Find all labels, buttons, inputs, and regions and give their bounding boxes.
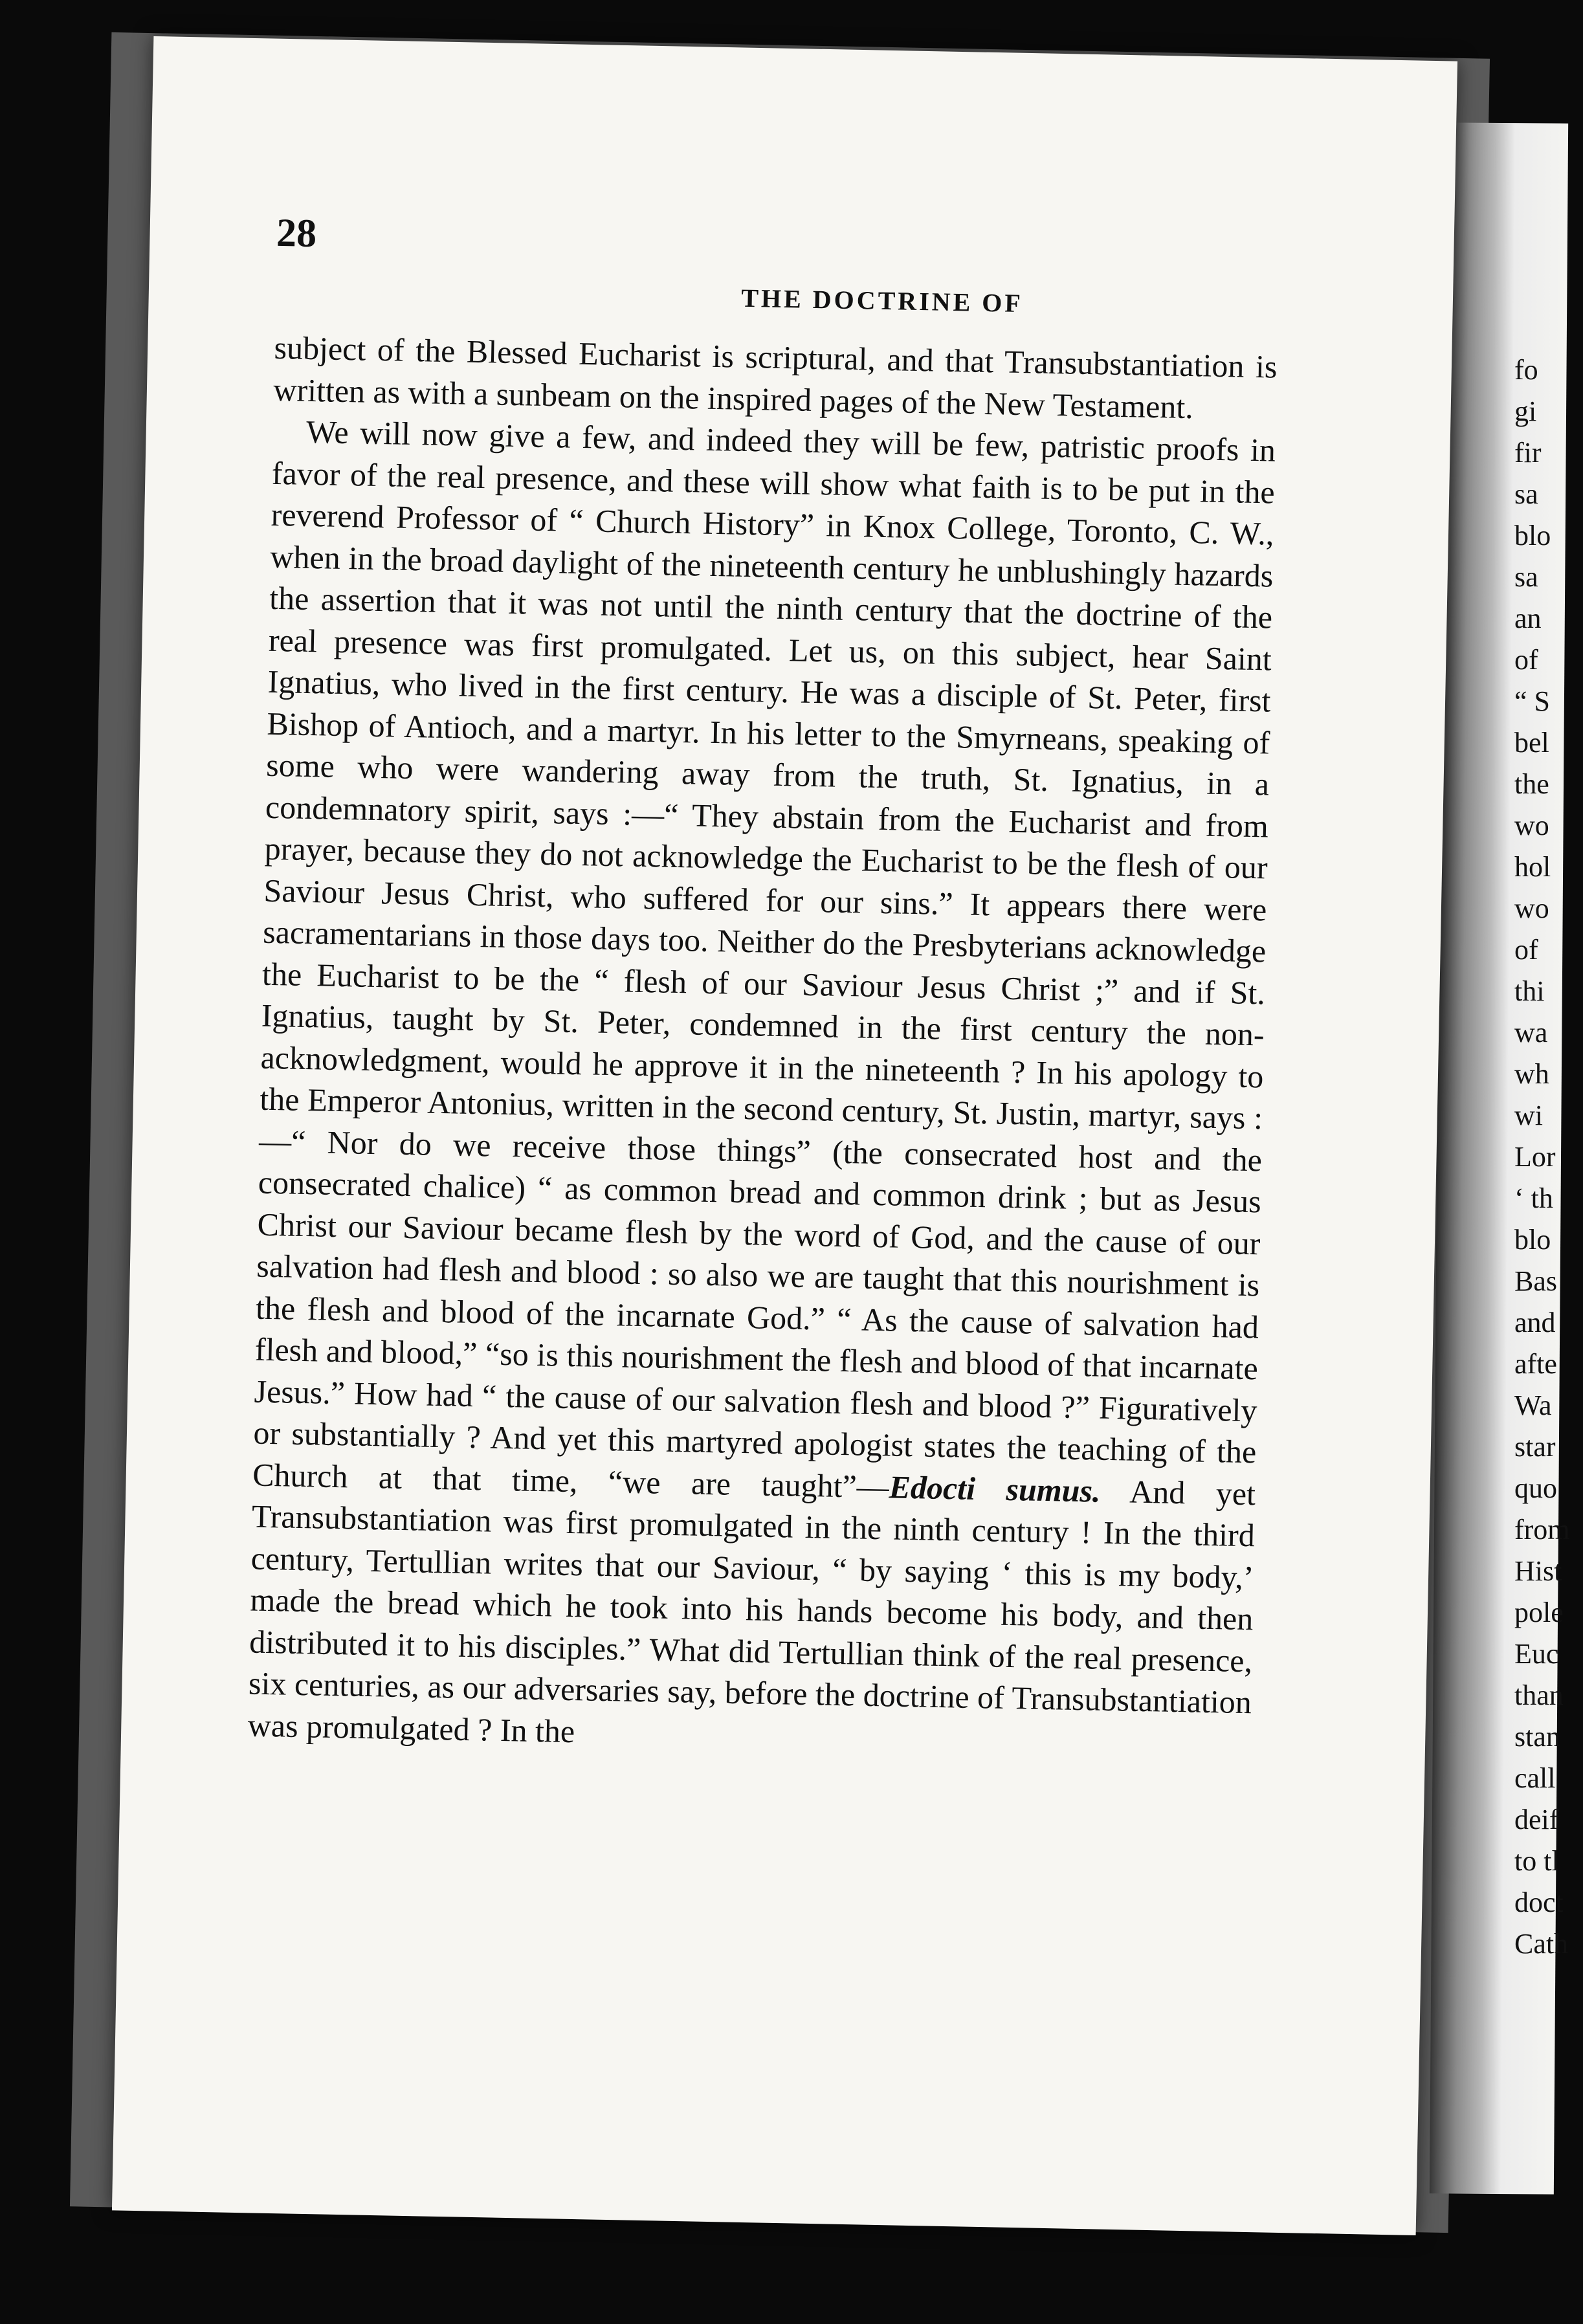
facing-page-fragment: from	[1514, 1514, 1570, 1545]
facing-page-fragment: wo	[1514, 810, 1549, 841]
body-text	[247, 327, 1278, 1765]
facing-page-fragment: sa	[1514, 478, 1538, 510]
facing-page-fragment: Bas	[1514, 1265, 1557, 1297]
facing-page-fragment: thi	[1514, 975, 1545, 1007]
facing-page-fragment: Cath	[1514, 1928, 1569, 1960]
paragraph-text: We will now give a few, and indeed they will be few, patristic proofs in favor of the real presence, and these will show what faith is to be put in the reverend Professor of “ Church History” in Knox College, Toronto, C. W., when in the broad daylight of the nineteenth century he unblushingly hazards the assertion that it was not until the ninth century that the doctrine of the real presence was first promulgated. Let us, on this subject, hear Saint Ignatius, who lived in the first century. He was a disciple of St. Peter, first Bishop of Antioch, and a martyr. In his letter to the Smyrneans, speaking of some who were wandering away from the truth, St. Ignatius, in a condemnatory spirit, says :—“ They abstain from the Eucharist and from prayer, because they do not acknowledge the Eucharist to be the flesh of our Saviour Jesus Christ, who suffered for our sins.” It appears there were sacramentarians in those days too. Neither do the Presbyterians acknowledge the Eucharist to be the “ flesh of our Saviour Jesus Christ ;” and if St. Ignatius, taught by St. Peter, condemned in the first century the non-acknowledgment, would he approve it in the nineteenth ? In his apology to the Emperor Antonius, written in the second century, St. Justin, martyr, says :—“ Nor do we receive those things” (the consecrated host and the consecrated chalice) “ as common bread and common drink ; but as Jesus Christ our Saviour became flesh by the word of God, and the cause of our salvation had flesh and blood : so also we are taught that this nourishment is the flesh and blood of the incarnate God.” “ As the cause of salvation had flesh and blood,” “so is this nourishment the flesh and blood of that incarnate Jesus.” How had “ the cause of our salvation flesh and blood ?” Figuratively or substantially ? And yet this martyred apologist states the teaching of the Church at that time, “we are taught”—	[252, 413, 1276, 1505]
page-number: 28	[276, 210, 317, 256]
facing-page-fragment: gi	[1514, 395, 1537, 427]
facing-page-fragment: stan	[1514, 1721, 1560, 1753]
facing-page-fragment: hol	[1514, 851, 1551, 883]
facing-page-fragment: Wa	[1514, 1389, 1552, 1421]
facing-page-fragment: wo	[1514, 892, 1549, 924]
facing-page-fragment: an	[1514, 603, 1542, 634]
facing-page-fragment: fir	[1514, 437, 1542, 469]
facing-page-fragment: pole	[1514, 1597, 1564, 1628]
latin-phrase: Edocti sumus.	[889, 1468, 1101, 1509]
paragraph	[247, 410, 1276, 1765]
facing-page-fragment: star	[1514, 1431, 1556, 1463]
facing-page-fragment: doct	[1514, 1887, 1564, 1918]
facing-page-fragment: and	[1514, 1307, 1556, 1338]
facing-page-fragment: afte	[1514, 1348, 1557, 1380]
facing-page-fragment: blo	[1514, 520, 1551, 551]
facing-page-fragment: “ S	[1514, 685, 1550, 717]
facing-page-fragment: fo	[1514, 354, 1538, 386]
facing-page-fragment: of	[1514, 644, 1538, 676]
facing-page-fragment: wh	[1514, 1058, 1549, 1090]
facing-page-fragment: than	[1514, 1679, 1564, 1711]
facing-page-fragment: to tl	[1514, 1845, 1560, 1877]
facing-page-fragment: sa	[1514, 561, 1538, 593]
facing-page-fragment: quo	[1514, 1472, 1557, 1504]
facing-page-fragment: Lor	[1514, 1141, 1556, 1173]
facing-page-fragment: bel	[1514, 727, 1549, 758]
facing-page-fragment: of	[1514, 934, 1538, 966]
facing-page-fragment: wa	[1514, 1017, 1548, 1048]
running-head: THE DOCTRINE OF	[740, 283, 1024, 318]
facing-page-fragment: Hist	[1514, 1555, 1562, 1587]
facing-page-fragment: the	[1514, 768, 1549, 800]
facing-page-fragment: deif	[1514, 1804, 1559, 1835]
facing-page-fragment: ‘ th	[1514, 1182, 1553, 1214]
facing-page-fragment: call	[1514, 1762, 1556, 1794]
paragraph-text: subject of the Blessed Eucharist is scriptural, and that Transubstantiation is written as with a sunbeam on the inspired pages of the New Testament.	[272, 329, 1278, 425]
facing-page-fragment: wi	[1514, 1100, 1543, 1131]
facing-page-fragment: Euc	[1514, 1638, 1559, 1670]
facing-page-fragment: blo	[1514, 1224, 1551, 1256]
paragraph-text: And yet Transubstantiation was first promulgated in the ninth century ! In the third century, Tertullian writes that our Saviour, “ by saying ‘ this is my body,’ made the bread which he took into his hands become his body, and then distributed it to his disciples.” What did Tertullian think of the real presence, six centuries, as our adversaries say, before the doctrine of Transubstantiation was promulgated ? In the	[247, 1472, 1256, 1749]
